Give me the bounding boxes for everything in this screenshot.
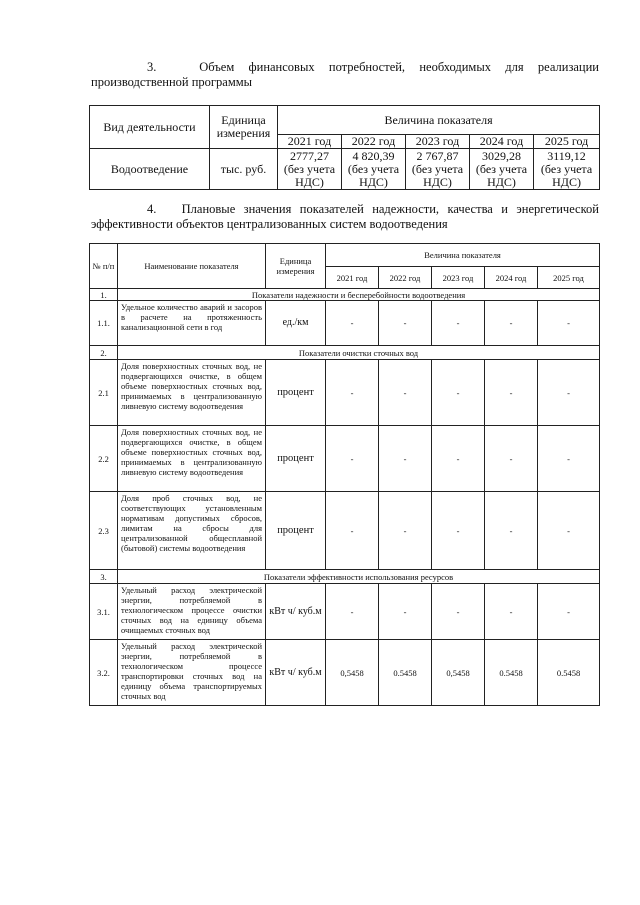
row-value: - xyxy=(379,426,432,492)
table-row xyxy=(90,301,600,346)
heading-text: Объем финансовых потребностей, необходимых для реализации производственной программы xyxy=(91,60,599,89)
row-value: - xyxy=(538,492,600,570)
value-note: НДС) xyxy=(295,174,324,189)
row-value: - xyxy=(432,360,485,426)
row-value: - xyxy=(538,301,600,346)
row-value: 0,5458 xyxy=(326,640,379,706)
row-value: - xyxy=(379,301,432,346)
table-row xyxy=(90,640,600,706)
table-row xyxy=(90,584,600,640)
financial-needs-table xyxy=(89,105,600,190)
section-row xyxy=(90,346,600,360)
row-unit: кВт ч/ куб.м xyxy=(266,584,326,640)
header-year: 2023 год xyxy=(432,267,485,289)
row-value: - xyxy=(485,360,538,426)
row-value: 0.5458 xyxy=(379,640,432,706)
section-title: Показатели эффективности использования ресурсов xyxy=(118,570,600,584)
heading-text: Плановые значения показателей надежности, качества и энергетической эффективности объектов централизованных систем водоотведения xyxy=(91,202,599,231)
header-num: № п/п xyxy=(90,244,118,289)
row-value: - xyxy=(326,301,379,346)
value-amount: 2777,27 xyxy=(290,148,329,163)
header-year: 2023 год xyxy=(406,135,470,149)
row-name: Доля поверхностных сточных вод, не подвергающихся очистке, в общем объеме поверхностных сточных вод, принимаемых в централизованную ливневую систему водоотведения xyxy=(118,426,266,492)
value-amount: 4 820,39 xyxy=(352,148,395,163)
header-year: 2021 год xyxy=(326,267,379,289)
row-value: - xyxy=(326,584,379,640)
value-amount: 3119,12 xyxy=(547,148,586,163)
row-value: - xyxy=(538,426,600,492)
row-num: 2.1 xyxy=(90,360,118,426)
row-value: - xyxy=(432,301,485,346)
row-unit: процент xyxy=(266,360,326,426)
row-num: 2.2 xyxy=(90,426,118,492)
value-note: (без учета xyxy=(283,161,336,176)
row-value: - xyxy=(326,426,379,492)
value-note: (без учета xyxy=(347,161,400,176)
row-name: Доля поверхностных сточных вод, не подвергающихся очистке, в общем объеме поверхностных сточных вод, принимаемых в централизованную ливневую систему водоотведения xyxy=(118,360,266,426)
value-cell xyxy=(342,149,406,190)
row-num: 1.1. xyxy=(90,301,118,346)
section-row xyxy=(90,289,600,301)
row-unit: ед./км xyxy=(266,301,326,346)
row-value: - xyxy=(432,492,485,570)
value-note: (без учета xyxy=(540,161,593,176)
row-value: - xyxy=(432,426,485,492)
value-amount: 2 767,87 xyxy=(416,148,459,163)
header-name: Наименование показателя xyxy=(118,244,266,289)
row-value: - xyxy=(485,426,538,492)
value-cell xyxy=(470,149,534,190)
row-num: 3.1. xyxy=(90,584,118,640)
row-unit: кВт ч/ куб.м xyxy=(266,640,326,706)
row-name: Удельный расход электрической энергии, потребляемой в технологическом процессе очистки сточных вод на единицу объема очищаемых сточных вод xyxy=(118,584,266,640)
row-value: - xyxy=(326,492,379,570)
header-year: 2021 год xyxy=(278,135,342,149)
row-name: Удельный расход электрической энергии, потребляемой в технологическом процессе транспортировки сточных вод на единицу объема транспортируемых сточных вод xyxy=(118,640,266,706)
row-value: - xyxy=(485,492,538,570)
row-value: - xyxy=(379,492,432,570)
value-cell xyxy=(278,149,342,190)
table-row xyxy=(90,492,600,570)
row-value: - xyxy=(485,301,538,346)
row-value: - xyxy=(379,360,432,426)
row-name: Доля проб сточных вод, не соответствующих установленным нормативам допустимых сбросов, лимитам на сбросы для централизованной общесплавной (бытовой) системы водоотведения xyxy=(118,492,266,570)
row-value: - xyxy=(485,584,538,640)
value-cell xyxy=(534,149,600,190)
row-num: 2.3 xyxy=(90,492,118,570)
header-value: Величина показателя xyxy=(278,106,600,135)
value-note: НДС) xyxy=(359,174,388,189)
header-year: 2024 год xyxy=(485,267,538,289)
section-num: 3. xyxy=(90,570,118,584)
row-unit: процент xyxy=(266,426,326,492)
row-num: 3.2. xyxy=(90,640,118,706)
heading-number: 3. xyxy=(147,60,157,74)
unit-cell: тыс. руб. xyxy=(210,149,278,190)
header-year: 2022 год xyxy=(342,135,406,149)
header-year: 2022 год xyxy=(379,267,432,289)
table-row xyxy=(90,426,600,492)
value-note: НДС) xyxy=(423,174,452,189)
heading-number: 4. xyxy=(147,202,157,216)
section-title: Показатели надежности и бесперебойности водоотведения xyxy=(118,289,600,301)
value-amount: 3029,28 xyxy=(482,148,521,163)
row-value: - xyxy=(538,360,600,426)
value-note: (без учета xyxy=(411,161,464,176)
section-num: 1. xyxy=(90,289,118,301)
row-value: - xyxy=(379,584,432,640)
header-unit: Единица измерения xyxy=(266,244,326,289)
row-value: 0.5458 xyxy=(538,640,600,706)
section-heading-3 xyxy=(91,60,599,90)
row-unit: процент xyxy=(266,492,326,570)
row-name: Удельное количество аварий и засоров в расчете на протяженность канализационной сети в год xyxy=(118,301,266,346)
header-year: 2025 год xyxy=(538,267,600,289)
section-title: Показатели очистки сточных вод xyxy=(118,346,600,360)
section-num: 2. xyxy=(90,346,118,360)
value-note: (без учета xyxy=(475,161,528,176)
row-value: - xyxy=(326,360,379,426)
value-cell xyxy=(406,149,470,190)
section-heading-4 xyxy=(91,202,599,232)
header-activity: Вид деятельности xyxy=(90,106,210,149)
header-value: Величина показателя xyxy=(326,244,600,267)
header-year: 2024 год xyxy=(470,135,534,149)
row-value: 0,5458 xyxy=(432,640,485,706)
row-value: 0.5458 xyxy=(485,640,538,706)
value-note: НДС) xyxy=(552,174,581,189)
indicators-table xyxy=(89,243,600,706)
value-note: НДС) xyxy=(487,174,516,189)
row-value: - xyxy=(432,584,485,640)
table-row xyxy=(90,360,600,426)
header-unit: Единица измерения xyxy=(210,106,278,149)
activity-cell: Водоотведение xyxy=(90,149,210,190)
section-row xyxy=(90,570,600,584)
row-value: - xyxy=(538,584,600,640)
header-year: 2025 год xyxy=(534,135,600,149)
